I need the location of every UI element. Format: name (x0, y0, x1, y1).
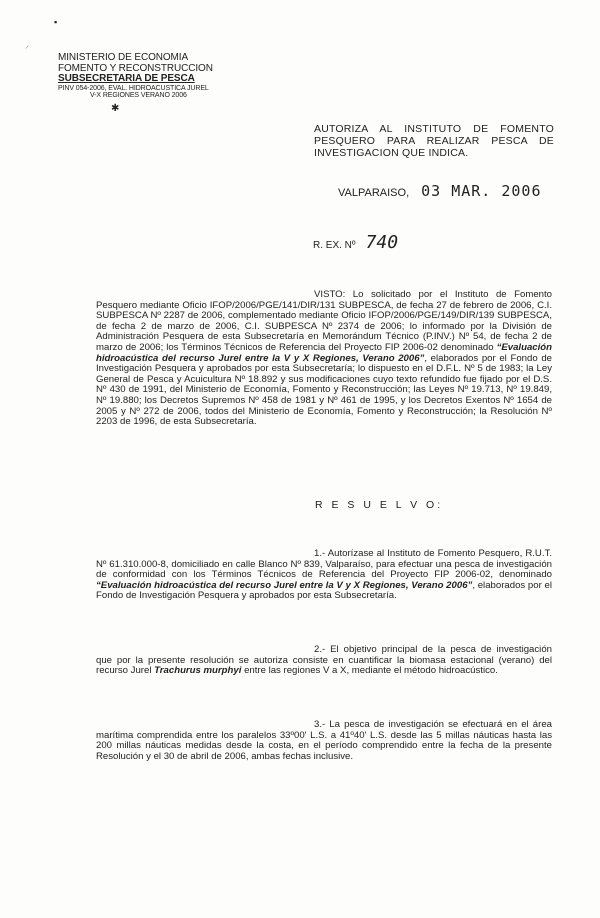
place-date (338, 182, 542, 200)
letterhead-reference: PINV 054-2006, EVAL. HIDROACUSTICA JUREL (58, 84, 209, 92)
date-stamp: 03 MAR. 2006 (421, 182, 542, 200)
visto-paragraph (96, 290, 552, 428)
rex-label: R. EX. Nº (313, 240, 356, 251)
scan-mark: ⸝ (25, 41, 29, 50)
article-2-species: Trachurus murphyi (154, 665, 242, 677)
visto-label: VISTO: (314, 289, 346, 300)
rex-number: 740 (365, 232, 399, 253)
letterhead-subsecretaria: SUBSECRETARIA DE PESCA (58, 73, 195, 84)
subject-line: AUTORIZA AL INSTITUTO DE FOMENTO PESQUERO PARA REALIZAR PESCA DE INVESTIGACION QUE INDICA. (314, 123, 554, 159)
letterhead-ministry: MINISTERIO DE ECONOMIA (58, 52, 189, 63)
asterisk-mark: ✱ (111, 103, 120, 114)
article-2-text-b: entre las regiones V a X, mediante el método hidroacústico. (244, 665, 498, 677)
letterhead (58, 53, 213, 100)
resuelvo-heading: R E S U E L V O: (315, 499, 444, 511)
letterhead-ministry-sub: FOMENTO Y RECONSTRUCCION (58, 62, 213, 74)
article-1 (96, 549, 552, 602)
article-3 (96, 720, 552, 762)
article-2 (96, 645, 552, 677)
article-1-text-b: , elaborados por el Fondo de Investigación Pesquera y aprobados por esta Subsecretaría. (96, 579, 552, 602)
visto-project-title: “Evaluación hidroacústica del recurso Jurel entre la V y X Regiones, Verano 2006” (96, 341, 553, 364)
margin-mark: ▪ (54, 17, 58, 27)
article-3-text: 3.- La pesca de investigación se efectuará en el área marítima comprendida entre los paralelos 33º00' L.S. a 41º40' L.S. desde las 5 millas náuticas hasta las 200 millas náuticas medidas desde la costa, en el período comprendido entre la fecha de la presente Resolución y el 30 de abril de 2006, ambas fechas inclusive. (96, 719, 552, 762)
resolution-number (313, 232, 398, 253)
place-label: VALPARAISO, (338, 187, 410, 199)
letterhead-region: V-X REGIONES VERANO 2006 (90, 92, 187, 99)
article-1-project-title: “Evaluación hidroacústica del recurso Jurel entre la V y X Regiones, Verano 2006” (96, 579, 473, 591)
visto-text-b: , elaborados por el Fondo de Investigación Pesquera y aprobados por esta Subsecretaría; lo dispuesto en el D.F.L. Nº 5 de 1983; la Ley General de Pesca y Acuicultura Nº 18.892 y sus modificaciones cuyo texto refundido fue fijado por el D.S. Nº 430 de 1991, del Ministerio de Economía, Fomento y Reconstrucción; las Leyes Nº 19.713, Nº 19.849, Nº 19.880; los Decretos Supremos Nº 458 de 1981 y Nº 461 de 1995, y los Decretos Exentos Nº 1654 de 2005 y Nº 272 de 2006, todos del Ministerio de Economía, Fomento y Reconstrucción; la Resolución Nº 2203 de 1996, de esta Subsecretaría. (96, 352, 552, 428)
article-2-text-a: 2.- El objetivo principal de la pesca de investigación que por la presente resolución se autoriza consiste en cuantificar la biomasa estacional (verano) del recurso Jurel (96, 644, 552, 677)
visto-text-a: Lo solicitado por el Instituto de Fomento Pesquero mediante Oficio IFOP/2006/PGE/141/DIR/131 SUBPESCA, de fecha 27 de febrero de 2006, C.I. SUBPESCA Nº 2287 de 2006, complementado mediante Oficio IFOP/2006/PGE/149/DIR/139 SUBPESCA, de fecha 2 de marzo de 2006, C.I. SUBPESCA Nº 2374 de 2006; lo informado por la División de Administración Pesquera de esta Subsecretaría en Memorándum Técnico (P.INV.) Nº 54, de fecha 2 de marzo de 2006; los Términos Técnicos de Referencia del Proyecto FIP 2006-02 denominado (96, 289, 552, 353)
article-1-text-a: 1.- Autorízase al Instituto de Fomento Pesquero, R.U.T. Nº 61.310.000-8, domiciliado en calle Blanco Nº 839, Valparaíso, para efectuar una pesca de investigación de conformidad con los Términos Técnicos de Referencia del Proyecto FIP 2006-02, denominado (96, 548, 552, 581)
